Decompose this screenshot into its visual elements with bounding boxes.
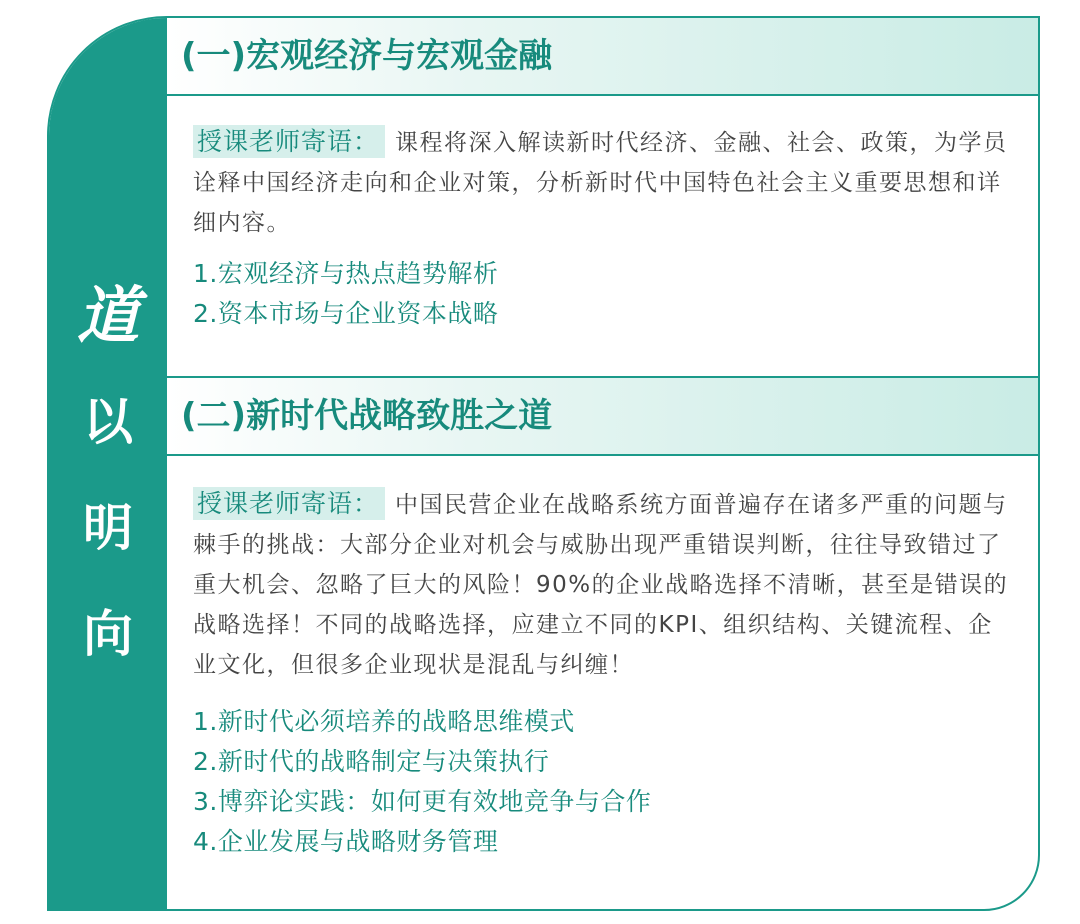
note-label: 授课老师寄语：	[193, 125, 385, 158]
side-title-char: 道	[76, 279, 139, 352]
section-header	[167, 376, 1038, 456]
list-item: 2.新时代的战略制定与决策执行	[193, 747, 550, 776]
side-title-char: 向	[83, 605, 133, 663]
side-title-char: 以	[83, 393, 133, 451]
side-title	[49, 263, 167, 687]
note-text: 中国民营企业在战略系统方面普遍存在诸多严重的问题与棘手的挑战：大部分企业对机会与威胁出现严重错误判断，往往导致错过了重大机会、忽略了巨大的风险！90%的企业战略选择不清晰，甚至是错误的战略选择！不同的战略选择，应建立不同的KPI、组织结构、关键流程、企业文化，但很多企业现状是混乱与纠缠！	[193, 492, 1009, 678]
list-item: 4.企业发展与战略财务管理	[193, 827, 499, 856]
section-title: (一)宏观经济与宏观金融	[181, 36, 553, 76]
side-banner	[49, 18, 167, 909]
side-title-char: 明	[83, 499, 133, 557]
course-card	[47, 16, 1040, 911]
content-area	[167, 18, 1038, 909]
teacher-note	[193, 484, 1012, 685]
note-label: 授课老师寄语：	[193, 487, 385, 520]
topic-list	[193, 254, 1012, 334]
topic-list	[193, 702, 1012, 862]
section-title: (二)新时代战略致胜之道	[181, 396, 553, 436]
list-item: 3.博弈论实践：如何更有效地竞争与合作	[193, 787, 652, 816]
list-item: 2.资本市场与企业资本战略	[193, 299, 499, 328]
list-item: 1.新时代必须培养的战略思维模式	[193, 707, 575, 736]
teacher-note	[193, 122, 1012, 243]
list-item: 1.宏观经济与热点趋势解析	[193, 259, 499, 288]
note-text: 课程将深入解读新时代经济、金融、社会、政策，为学员诠释中国经济走向和企业对策，分析新时代中国特色社会主义重要思想和详细内容。	[193, 130, 1008, 236]
section-header	[167, 18, 1038, 96]
